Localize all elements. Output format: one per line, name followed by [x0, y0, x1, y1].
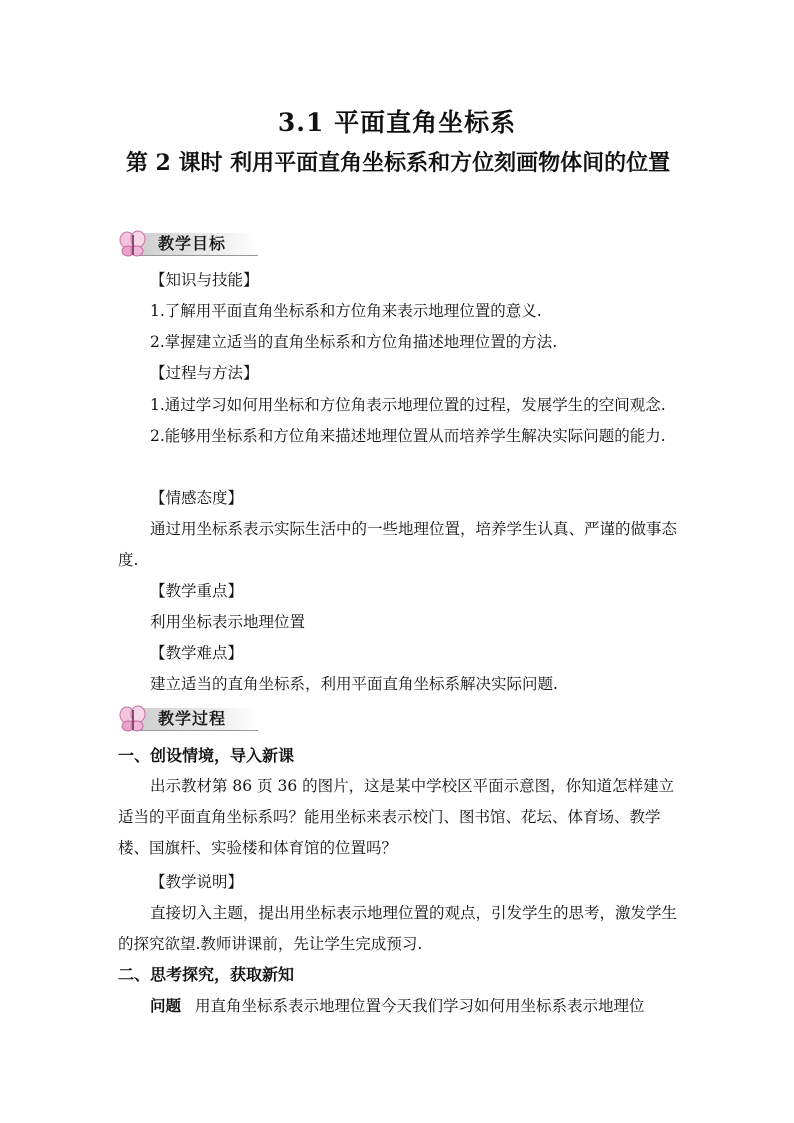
- process-item-1: 1.通过学习如何用坐标和方位角表示地理位置的过程，发展学生的空间观念.: [150, 396, 666, 414]
- problem-line: [150, 996, 645, 1016]
- process-item-2: 2.能够用坐标系和方位角来描述地理位置从而培养学生解决实际问题的能力.: [150, 427, 666, 445]
- objectives-banner-label: 教学目标: [158, 234, 227, 253]
- objectives-banner: [118, 229, 258, 259]
- emotion-heading: 【情感态度】: [150, 489, 244, 507]
- section-1-text: 出示教材第 86 页 36 的图片，这是某中学校区平面示意图，你知道怎样建立适当的平面直角坐标系吗？能用坐标来表示校门、图书馆、花坛、体育场、教学楼、国旗杆、实验楼和体育馆的位置吗？: [118, 777, 675, 857]
- banner-underline: [140, 730, 258, 731]
- section-2-heading: 二、思考探究，获取新知: [118, 965, 295, 984]
- section-1-heading: 一、创设情境，导入新课: [118, 746, 295, 765]
- page-subtitle: 第 2 课时 利用平面直角坐标系和方位刻画物体间的位置: [125, 150, 671, 176]
- knowledge-heading: 【知识与技能】: [150, 271, 259, 289]
- banner-underline: [140, 255, 258, 256]
- knowledge-item-2: 2.掌握建立适当的直角坐标系和方位角描述地理位置的方法.: [150, 333, 558, 351]
- process-banner-label: 教学过程: [158, 709, 227, 728]
- key-heading: 【教学重点】: [150, 582, 244, 600]
- knowledge-item-1: 1.了解用平面直角坐标系和方位角来表示地理位置的意义.: [150, 302, 542, 320]
- process-heading: 【过程与方法】: [150, 364, 259, 382]
- difficulty-text: 建立适当的直角坐标系，利用平面直角坐标系解决实际问题.: [150, 675, 558, 693]
- butterfly-icon: [118, 229, 148, 259]
- difficulty-heading: 【教学难点】: [150, 644, 244, 662]
- butterfly-icon: [118, 704, 148, 734]
- note-heading: 【教学说明】: [150, 873, 244, 891]
- note-text: 直接切入主题，提出用坐标表示地理位置的观点，引发学生的思考，激发学生的探究欲望.教师讲课前，先让学生完成预习.: [118, 904, 678, 953]
- problem-label: 问题: [150, 996, 182, 1015]
- process-banner: [118, 704, 258, 734]
- problem-text: 用直角坐标系表示地理位置今天我们学习如何用坐标系表示地理位: [195, 997, 645, 1015]
- emotion-text: 通过用坐标系表示实际生活中的一些地理位置，培养学生认真、严谨的做事态度.: [118, 520, 678, 569]
- page-title: 3.1 平面直角坐标系: [277, 108, 517, 137]
- key-text: 利用坐标表示地理位置: [150, 613, 306, 631]
